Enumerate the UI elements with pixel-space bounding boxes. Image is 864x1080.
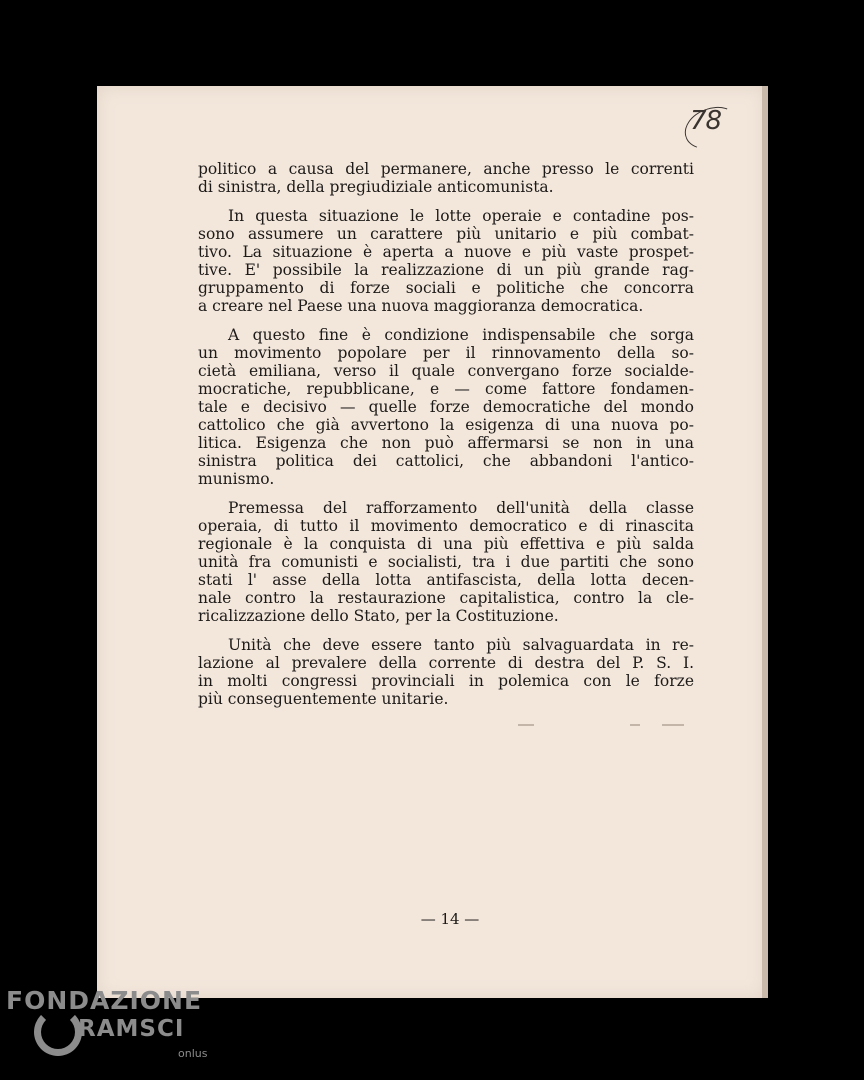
text-line: mocratiche, repubblicane, e — come fattore fondamen-: [198, 380, 694, 398]
page-edge: [762, 86, 768, 998]
text-line: lazione al prevalere della corrente di destra del P. S. I.: [198, 654, 694, 672]
text-line: un movimento popolare per il rinnovamento della so-: [198, 344, 694, 362]
text-line: sono assumere un carattere più unitario e più combat-: [198, 225, 694, 243]
text-line: Unità che deve essere tanto più salvaguardata in re-: [228, 636, 694, 654]
text-line: Premessa del rafforzamento dell'unità della classe: [228, 499, 694, 517]
handwritten-page-number: [690, 106, 736, 146]
paragraph-4: [198, 499, 694, 625]
text-line: munismo.: [198, 470, 275, 488]
text-line: sinistra politica dei cattolici, che abbandoni l'antico-: [198, 452, 694, 470]
text-line: a creare nel Paese una nuova maggioranza democratica.: [198, 297, 644, 315]
text-line: tive. E' possibile la realizzazione di un più grande rag-: [198, 261, 694, 279]
print-smudge: [662, 724, 684, 726]
text-line: A questo fine è condizione indispensabile che sorga: [228, 326, 694, 344]
paragraph-3: [198, 326, 694, 488]
text-line: operaia, di tutto il movimento democratico e di rinascita: [198, 517, 694, 535]
logo-text-bottom: RAMSCI: [78, 1016, 185, 1042]
text-line: gruppamento di forze sociali e politiche che concorra: [198, 279, 694, 297]
text-line: litica. Esigenza che non può affermarsi se non in una: [198, 434, 694, 452]
paragraph-1: [198, 160, 694, 196]
text-line: tivo. La situazione è aperta a nuove e più vaste prospet-: [198, 243, 694, 261]
text-line: stati l' asse della lotta antifascista, della lotta decen-: [198, 571, 694, 589]
text-line: ricalizzazione dello Stato, per la Costituzione.: [198, 607, 559, 625]
text-line: di sinistra, della pregiudiziale anticomunista.: [198, 178, 554, 196]
text-line: cietà emiliana, verso il quale convergano forze socialde-: [198, 362, 694, 380]
paragraph-5: [198, 636, 694, 708]
page-folio: — 14 —: [420, 910, 480, 928]
text-line: unità fra comunisti e socialisti, tra i due partiti che sono: [198, 553, 694, 571]
text-line: tale e decisivo — quelle forze democratiche del mondo: [198, 398, 694, 416]
text-line: cattolico che già avvertono la esigenza di una nuova po-: [198, 416, 694, 434]
handwritten-number-text: 78: [690, 106, 722, 136]
text-line: regionale è la conquista di una più effettiva e più salda: [198, 535, 694, 553]
logo-text-top: FONDAZIONE: [6, 986, 203, 1015]
logo-g-mark-icon: [34, 1008, 82, 1056]
archive-watermark-logo: [6, 986, 216, 1076]
text-line: in molti congressi provinciali in polemica con le forze: [198, 672, 694, 690]
text-line: nale contro la restaurazione capitalistica, contro la cle-: [198, 589, 694, 607]
text-line: In questa situazione le lotte operaie e contadine pos-: [228, 207, 694, 225]
text-line: più conseguentemente unitarie.: [198, 690, 449, 708]
logo-suffix: onlus: [178, 1047, 208, 1060]
body-text: [198, 160, 694, 719]
paragraph-2: [198, 207, 694, 315]
text-line: politico a causa del permanere, anche presso le correnti: [198, 160, 694, 178]
print-smudge: [518, 724, 534, 726]
print-smudge: [630, 724, 640, 726]
